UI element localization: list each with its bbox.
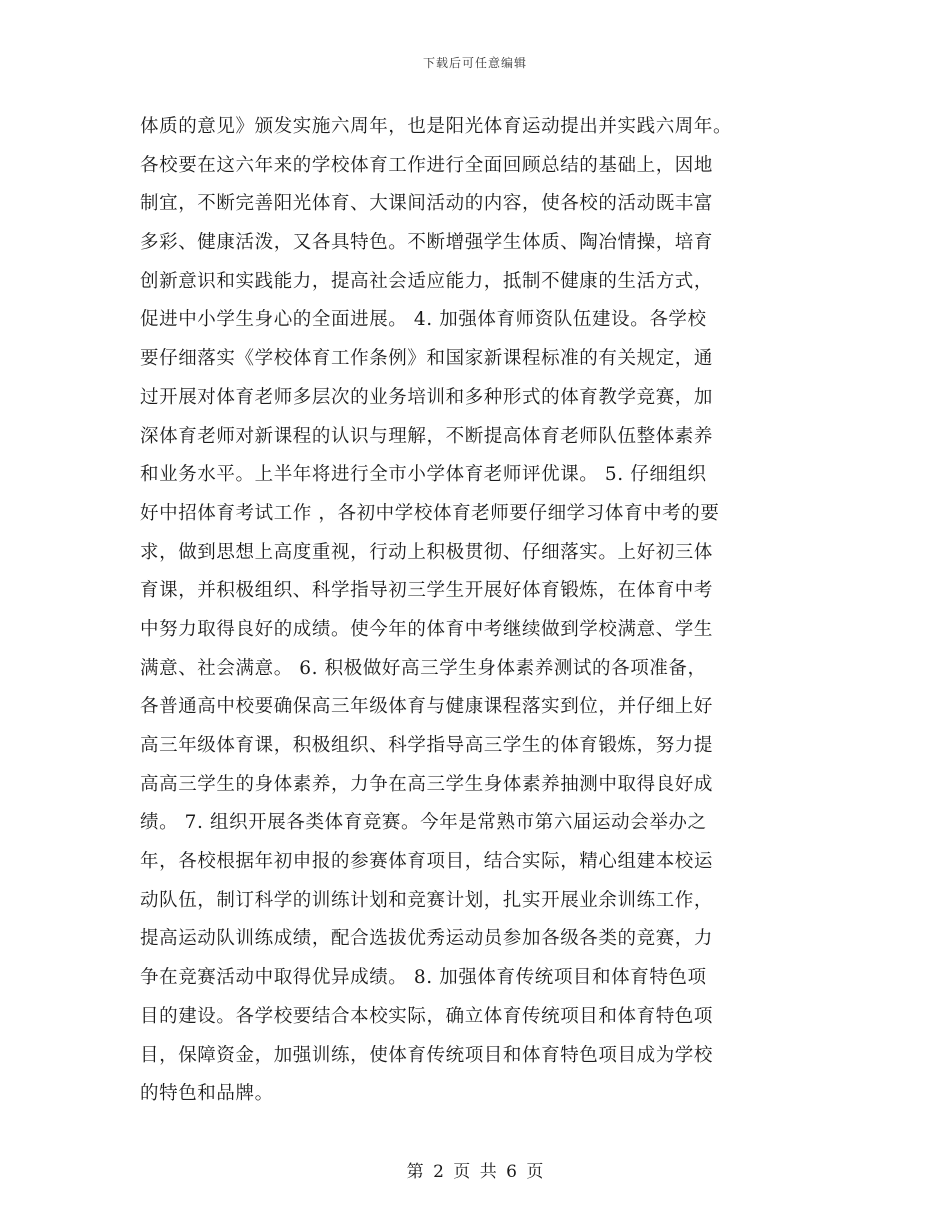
document-body xyxy=(140,108,820,1114)
body-line: 多彩、健康活泼，又各具特色。不断增强学生体质、陶冶情操，培育 xyxy=(140,232,714,254)
page-number: 第 2 页 共 6 页 xyxy=(406,1162,544,1182)
body-line: 提高运动队训练成绩，配合选拔优秀运动员参加各级各类的竞赛，力 xyxy=(140,928,714,950)
body-line: 目，保障资金，加强训练，使体育传统项目和体育特色项目成为学校 xyxy=(140,1044,714,1066)
body-line: 深体育老师对新课程的认识与理解，不断提高体育老师队伍整体素养 xyxy=(140,425,714,447)
body-line: 满意、社会满意。 6. 积极做好高三学生身体素养测试的各项准备， xyxy=(140,657,707,679)
body-line: 求，做到思想上高度重视，行动上积极贯彻、仔细落实。上好初三体 xyxy=(140,541,714,563)
body-line: 目的建设。各学校要结合本校实际，确立体育传统项目和体育特色项 xyxy=(140,1005,714,1027)
body-line: 制宜，不断完善阳光体育、大课间活动的内容，使各校的活动既丰富 xyxy=(140,193,714,215)
body-line: 高三年级体育课，积极组织、科学指导高三学生的体育锻炼，努力提 xyxy=(140,735,714,756)
body-line: 过开展对体育老师多层次的业务培训和多种形式的体育教学竞赛，加 xyxy=(140,386,714,408)
body-line: 和业务水平。上半年将进行全市小学体育老师评优课。 5. 仔细组织 xyxy=(140,464,707,486)
body-line: 各普通高中校要确保高三年级体育与健康课程落实到位，并仔细上好 xyxy=(140,696,714,718)
body-line: 创新意识和实践能力，提高社会适应能力，抵制不健康的生活方式， xyxy=(140,270,714,292)
body-line: 育课，并积极组织、科学指导初三学生开展好体育锻炼，在体育中考 xyxy=(140,580,714,602)
body-line: 好中招体育考试工作 ，各初中学校体育老师要仔细学习体育中考的要 xyxy=(140,502,720,524)
page-header: 下载后可任意编辑 xyxy=(422,56,527,70)
body-line: 绩。 7. 组织开展各类体育竞赛。今年是常熟市第六届运动会举办之 xyxy=(140,812,707,834)
body-line: 年，各校根据年初申报的参赛体育项目，结合实际，精心组建本校运 xyxy=(140,851,714,873)
body-line: 动队伍，制订科学的训练计划和竞赛计划，扎实开展业余训练工作， xyxy=(140,889,714,911)
body-line: 各校要在这六年来的学校体育工作进行全面回顾总结的基础上，因地 xyxy=(140,154,714,176)
body-line: 促进中小学生身心的全面进展。 4. 加强体育师资队伍建设。各学校 xyxy=(140,309,707,331)
body-line: 中努力取得良好的成绩。使今年的体育中考继续做到学校满意、学生 xyxy=(140,618,714,640)
body-line: 体质的意见》颁发实施六周年，也是阳光体育运动提出并实践六周年。 xyxy=(140,116,733,137)
body-line: 的特色和品牌。 xyxy=(140,1083,274,1105)
body-line: 高高三学生的身体素养，力争在高三学生身体素养抽测中取得良好成 xyxy=(140,773,714,795)
body-line: 要仔细落实《学校体育工作条例》和国家新课程标准的有关规定，通 xyxy=(140,348,714,370)
body-line: 争在竞赛活动中取得优异成绩。 8. 加强体育传统项目和体育特色项 xyxy=(140,967,707,989)
